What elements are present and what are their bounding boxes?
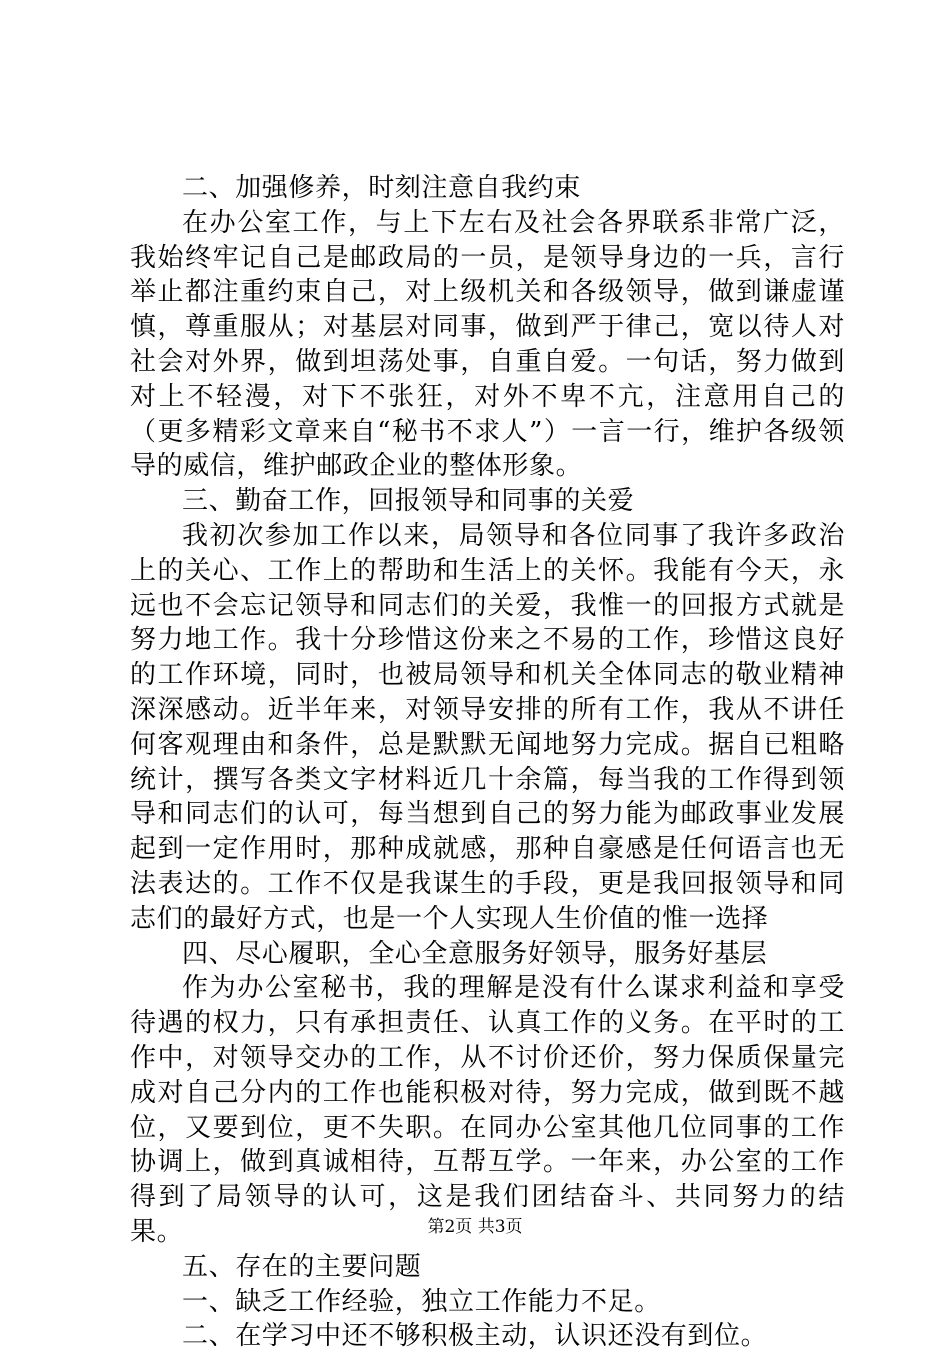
section-heading-3: 三、勤奋工作，回报领导和同事的关爱	[182, 486, 635, 517]
section-heading-4: 四、尽心履职，全心全意服务好领导，服务好基层	[182, 938, 768, 969]
page-number-footer: 第2页 共3页	[427, 1217, 523, 1237]
problem-item-2: 二、在学习中还不够积极主动，认识还没有到位。	[182, 1321, 768, 1352]
problem-item-1: 一、缺乏工作经验，独立工作能力不足。	[182, 1286, 661, 1317]
body-paragraph: 作为办公室秘书，我的理解是没有什么谋求利益和享受待遇的权力，只有承担责任、认真工作的义务。在平时的工作中，对领导交办的工作，从不讨价还价，努力保质保量完成对自己分内的工作也能积极对待，努力完成，做到既不越位，又要到位，更不失职。在同办公室其他几位同事的工作协调上，做到真诚相待，互帮互学。一年来，办公室的工作得到了局领导的认可，这是我们团结奋斗、共同努力的结果。	[130, 973, 845, 1247]
body-paragraph: 在办公室工作，与上下左右及社会各界联系非常广泛，我始终牢记自己是邮政局的一员，是领导身边的一兵，言行举止都注重约束自己，对上级机关和各级领导，做到谦虚谨慎，尊重服从；对基层对同事，做到严于律己，宽以待人对社会对外界，做到坦荡处事，自重自爱。一句话，努力做到对上不轻漫，对下不张狂，对外不卑不亢，注意用自己的（更多精彩文章来自“秘书不求人”）一言一行，维护各级领导的威信，维护邮政企业的整体形象。	[130, 207, 845, 482]
section-heading-2: 二、加强修养，时刻注意自我约束	[182, 173, 582, 203]
section-heading-5: 五、存在的主要问题	[182, 1251, 422, 1282]
body-paragraph: 我初次参加工作以来，局领导和各位同事了我许多政治上的关心、工作上的帮助和生活上的关怀。我能有今天，永远也不会忘记领导和同志们的关爱，我惟一的回报方式就是努力地工作。我十分珍惜这份来之不易的工作，珍惜这良好的工作环境，同时，也被局领导和机关全体同志的敬业精神深深感动。近半年来，对领导安排的所有工作，我从不讲任何客观理由和条件，总是默默无闻地努力完成。据自已粗略统计，撰写各类文字材料近几十余篇，每当我的工作得到领导和同志们的认可，每当想到自己的努力能为邮政事业发展起到一定作用时，那种成就感，那种自豪感是任何语言也无法表达的。工作不仅是我谋生的手段，更是我回报领导和同志们的最好方式，也是一个人实现人生价值的惟一选择	[130, 520, 845, 934]
document-body	[130, 171, 845, 1354]
